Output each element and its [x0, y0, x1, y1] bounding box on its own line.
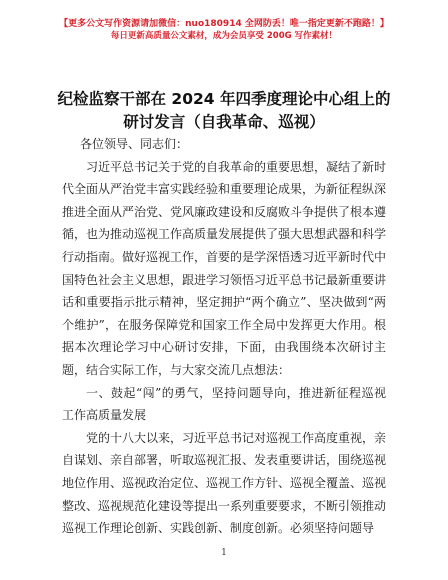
- document-title: [0, 88, 448, 134]
- document-title-line-1: 纪检监察干部在 2024 年四季度理论中心组上的: [57, 90, 391, 108]
- promo-banner-line-2: 每日更新高质量公文素材，成为会员享受 200G 写作素材！: [110, 31, 338, 41]
- body-paragraph-section-1: 党的十八大以来，习近平总书记对巡视工作高度重视，亲自谋划、亲自部署，听取巡视汇报、发表重要讲话，围绕巡视地位作用、巡视政治定位、巡视工作方针、巡视全覆盖、巡视整改、巡视规范化建设等提出一系列重要要求，不断引领推动巡视工作理论创新、实践创新、制度创新。必须坚持问题导: [62, 430, 387, 536]
- page-number: 1: [221, 548, 227, 558]
- document-body: [62, 133, 386, 540]
- salutation: 各位领导、同志们：: [80, 137, 189, 151]
- promo-banner: [0, 18, 448, 42]
- section-heading-1: 一、鼓起“闯”的勇气，坚持问题导向，推进新征程巡视工作高质量发展: [62, 385, 386, 423]
- body-paragraph-intro: 习近平总书记关于党的自我革命的重要思想，凝结了新时代全面从严治党丰富实践经验和重要理论成果，为新征程纵深推进全面从严治党、党风廉政建设和反腐败斗争提供了根本遵循，也为推动巡视工作高质量发展提供了强大思想武器和科学行动指南。做好巡视工作，首要的是学深悟透习近平新时代中国特色社会主义思想，跟进学习领悟习近平总书记最新重要讲话和重要指示批示精神，坚定拥护“两个确立”、坚决做到“两个维护”，在服务保障党和国家工作全局中发挥更大作用。根据本次理论学习中心研讨安排，下面，由我围绕本次研讨主题，结合实际工作，与大家交流几点想法：: [62, 159, 387, 377]
- document-title-line-2: 研讨发言（自我革命、巡视）: [123, 113, 325, 131]
- promo-banner-line-1: 【更多公文写作资源请加微信：nuo180914 全网防丢！唯一指定更新不跑路！】: [59, 19, 389, 29]
